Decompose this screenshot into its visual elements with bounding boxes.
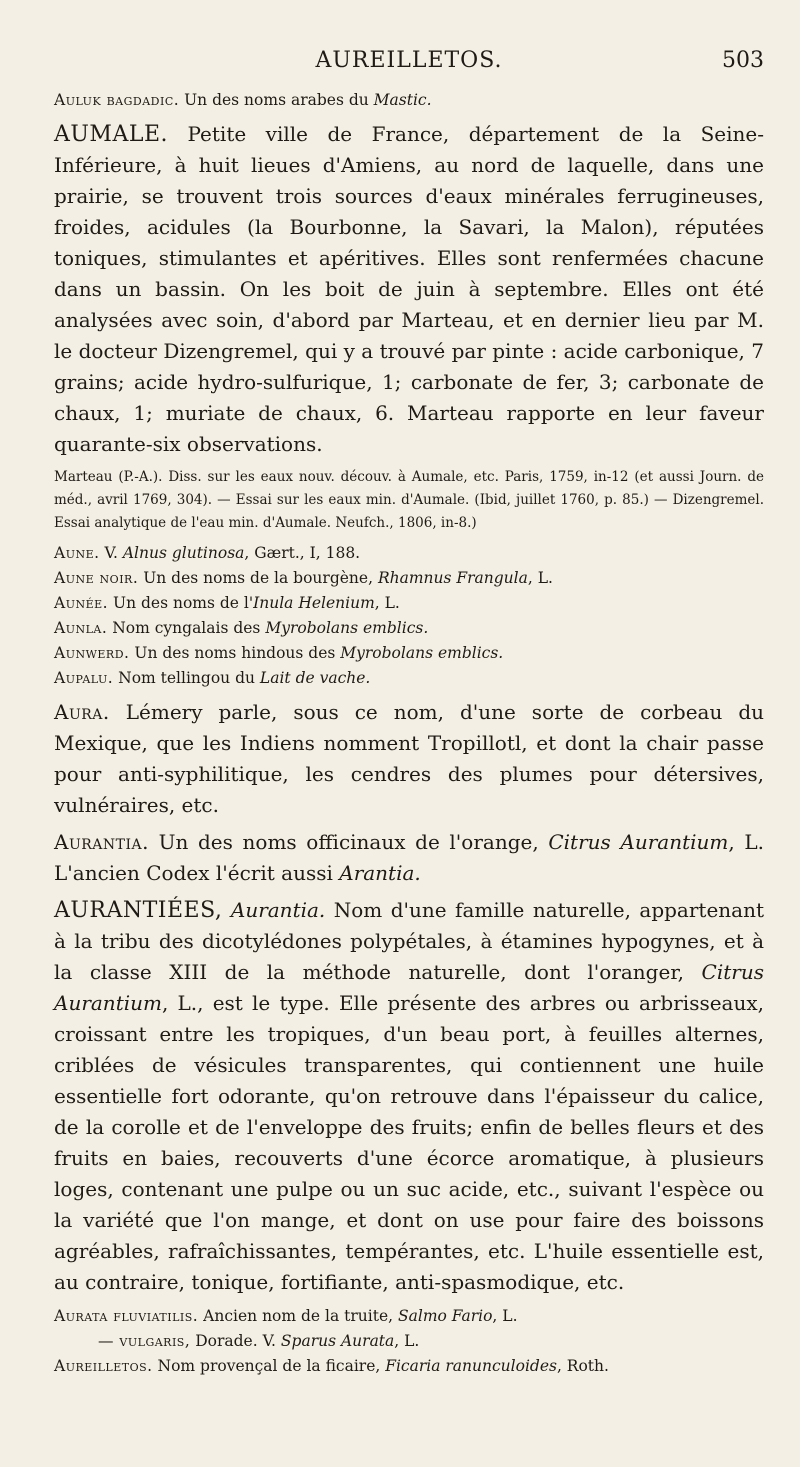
entry-aumale-references: Marteau (P.-A.). Diss. sur les eaux nouv. découv. à Aumale, etc. Paris, 1759, in-12 (et aussi Journ. de méd., avril 1769, 304). — Essai sur les eaux min. d'Aumale. (Ibid, juillet 1760, p. 85.) — Dizengremel. Essai analytique de l'eau min. d'Aumale. Neufch., 1806, in-8.): [54, 469, 764, 531]
entry-aurata-fluviatilis: Aurata fluviatilis. Ancien nom de la truite, Salmo Fario, L.: [54, 1307, 518, 1325]
entry-aumale: AUMALE. Petite ville de France, département de la Seine-Inférieure, à huit lieues d'Amiens, au nord de laquelle, dans une prairie, se trouvent trois sources d'eaux minérales ferrugineuses, froides, acidules (la Bourbonne, la Savari, la Malon), réputées toniques, stimulantes et apéritives. Elles sont renfermées chacune dans un bassin. On les boit de juin à septembre. Elles ont été analysées avec soin, d'abord par Marteau, et en dernier lieu par M. le docteur Dizengremel, qui y a trouvé par pinte : acide carbonique, 7 grains; acide hydro-sulfurique, 1; carbonate de fer, 3; carbonate de chaux, 1; muriate de chaux, 6. Marteau rapporte en leur faveur quarante-six observations.: [54, 122, 765, 456]
entry-aura: Aura. Lémery parle, sous ce nom, d'une sorte de corbeau du Mexique, que les Indiens nomment Tropillotl, et dont la chair passe pour anti-syphilitique, les cendres des plumes pour détersives, vulnéraires, etc.: [54, 700, 764, 817]
page-number: 503: [722, 48, 764, 73]
entry-aune: Aune. V. Alnus glutinosa, Gært., I, 188.: [54, 544, 361, 562]
entry-aupalu: Aupalu. Nom tellingou du Lait de vache.: [54, 669, 371, 687]
entry-aunee: Aunée. Un des noms de l'Inula Helenium, L.: [54, 594, 400, 612]
entry-aune-noir: Aune noir. Un des noms de la bourgène, Rhamnus Frangula, L.: [54, 569, 553, 587]
entry-aureilletos: Aureilletos. Nom provençal de la ficaire, Ficaria ranunculoides, Roth.: [54, 1357, 609, 1375]
entry-aurantia: Aurantia. Un des noms officinaux de l'orange, Citrus Aurantium, L. L'ancien Codex l'écrit aussi Arantia.: [54, 830, 764, 885]
running-header: [54, 48, 764, 88]
entry-aunwerd: Aunwerd. Un des noms hindous des Myrobolans emblics.: [54, 644, 504, 662]
entry-aurantiees: AURANTIÉES, Aurantia. Nom d'une famille naturelle, appartenant à la tribu des dicotylédones polypétales, à étamines hypogynes, et à la classe XIII de la méthode naturelle, dont l'oranger, Citrus Aurantium, L., est le type. Elle présente des arbres ou arbrisseaux, croissant entre les tropiques, d'un beau port, à feuilles alternes, criblées de vésicules transparentes, qui contiennent une huile essentielle fort odorante, qu'on retrouve dans l'épaisseur du calice, de la corolle et de l'enveloppe des fruits; enfin de belles fleurs et des fruits en baies, recouverts d'une écorce aromatique, à plusieurs loges, contenant une pulpe ou un suc acide, etc., suivant l'espèce ou la variété que l'on mange, et dont on use pour faire des boissons agréables, rafraîchissantes, tempérantes, etc. L'huile essentielle est, au contraire, tonique, fortifiante, anti-spasmodique, etc.: [54, 898, 764, 1294]
entry-aunla: Aunla. Nom cyngalais des Myrobolans emblics.: [54, 619, 429, 637]
running-title: AUREILLETOS.: [315, 48, 503, 73]
entry-aurata-vulgaris: — vulgaris, Dorade. V. Sparus Aurata, L.: [98, 1332, 420, 1350]
entry-auluk: Auluk bagdadic. Un des noms arabes du Mastic.: [54, 91, 432, 109]
